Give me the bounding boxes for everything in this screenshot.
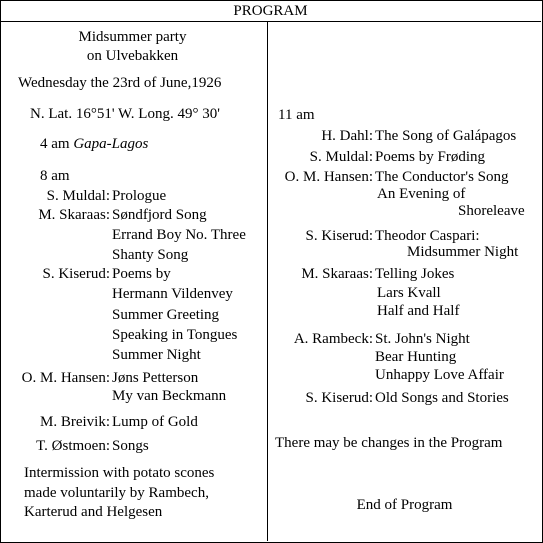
performer-s-kiserud-2: S. Kiserud: (305, 390, 373, 406)
program-item: Poems by Frøding (375, 149, 486, 165)
performer-m-skaraas: M. Skaraas: (301, 266, 373, 282)
program-item: Speaking in Tongues (112, 327, 238, 343)
program-item: Theodor Caspari: (375, 228, 480, 244)
program-item: Hermann Vildenvey (112, 286, 233, 302)
program-item: Poems by (112, 266, 171, 282)
program-item: Søndfjord Song (112, 207, 207, 223)
performer-s-kiserud: S. Kiserud: (305, 228, 373, 244)
performer-a-rambeck: A. Rambeck: (293, 331, 373, 347)
program-item: Prologue (112, 188, 167, 204)
coordinates-line: N. Lat. 16°51' W. Long. 49° 30' (30, 106, 220, 122)
program-item: St. John's Night (375, 331, 470, 347)
performer-h-dahl: H. Dahl: (321, 128, 373, 144)
four-am-place: Gapa-Lagos (73, 136, 149, 152)
program-item: An Evening of (377, 186, 466, 202)
eight-am-label: 8 am (40, 168, 70, 184)
program-item: Old Songs and Stories (375, 390, 509, 406)
intermission-line-2: made voluntarily by Rambech, (24, 485, 209, 501)
intro-line-2: on Ulvebakken (86, 48, 179, 64)
program-item: Errand Boy No. Three (112, 227, 246, 243)
program-item: Bear Hunting (375, 349, 457, 365)
program-header: PROGRAM (0, 0, 541, 22)
program-item: Lump of Gold (112, 414, 198, 430)
program-item: Summer Greeting (112, 307, 220, 323)
eleven-am-label: 11 am (278, 107, 315, 123)
program-item: Half and Half (377, 303, 460, 319)
program-item: Songs (112, 438, 149, 454)
program-item: Shoreleave (458, 203, 525, 219)
intermission-line-1: Intermission with potato scones (24, 465, 215, 481)
program-item: Telling Jokes (375, 266, 455, 282)
end-of-program: End of Program (356, 497, 453, 513)
program-item: Shanty Song (112, 247, 189, 263)
performer-t-ostmoen: T. Østmoen: (36, 438, 110, 454)
performer-m-breivik: M. Breivik: (40, 414, 110, 430)
intermission-line-3: Karterud and Helgesen (24, 504, 163, 520)
program-item: The Conductor's Song (375, 169, 509, 185)
performer-s-muldal: S. Muldal: (46, 188, 110, 204)
performer-s-muldal: S. Muldal: (309, 149, 373, 165)
program-item: Summer Night (112, 347, 201, 363)
column-divider (267, 22, 268, 541)
program-item: Unhappy Love Affair (375, 367, 504, 383)
four-am-line (40, 135, 148, 153)
performer-o-m-hansen: O. M. Hansen: (21, 370, 110, 386)
date-line: Wednesday the 23rd of June,1926 (18, 75, 222, 91)
intro-line-1: Midsummer party (78, 29, 187, 45)
program-item: Lars Kvall (377, 285, 441, 301)
program-item: The Song of Galápagos (375, 128, 517, 144)
changes-note: There may be changes in the Program (275, 435, 503, 451)
performer-s-kiserud: S. Kiserud: (42, 266, 110, 282)
performer-m-skaraas: M. Skaraas: (38, 207, 110, 223)
four-am-time: 4 am (40, 136, 70, 152)
program-item: Jøns Petterson (112, 370, 199, 386)
program-item: My van Beckmann (112, 388, 227, 404)
program-item: Midsummer Night (407, 244, 519, 260)
performer-o-m-hansen: O. M. Hansen: (284, 169, 373, 185)
